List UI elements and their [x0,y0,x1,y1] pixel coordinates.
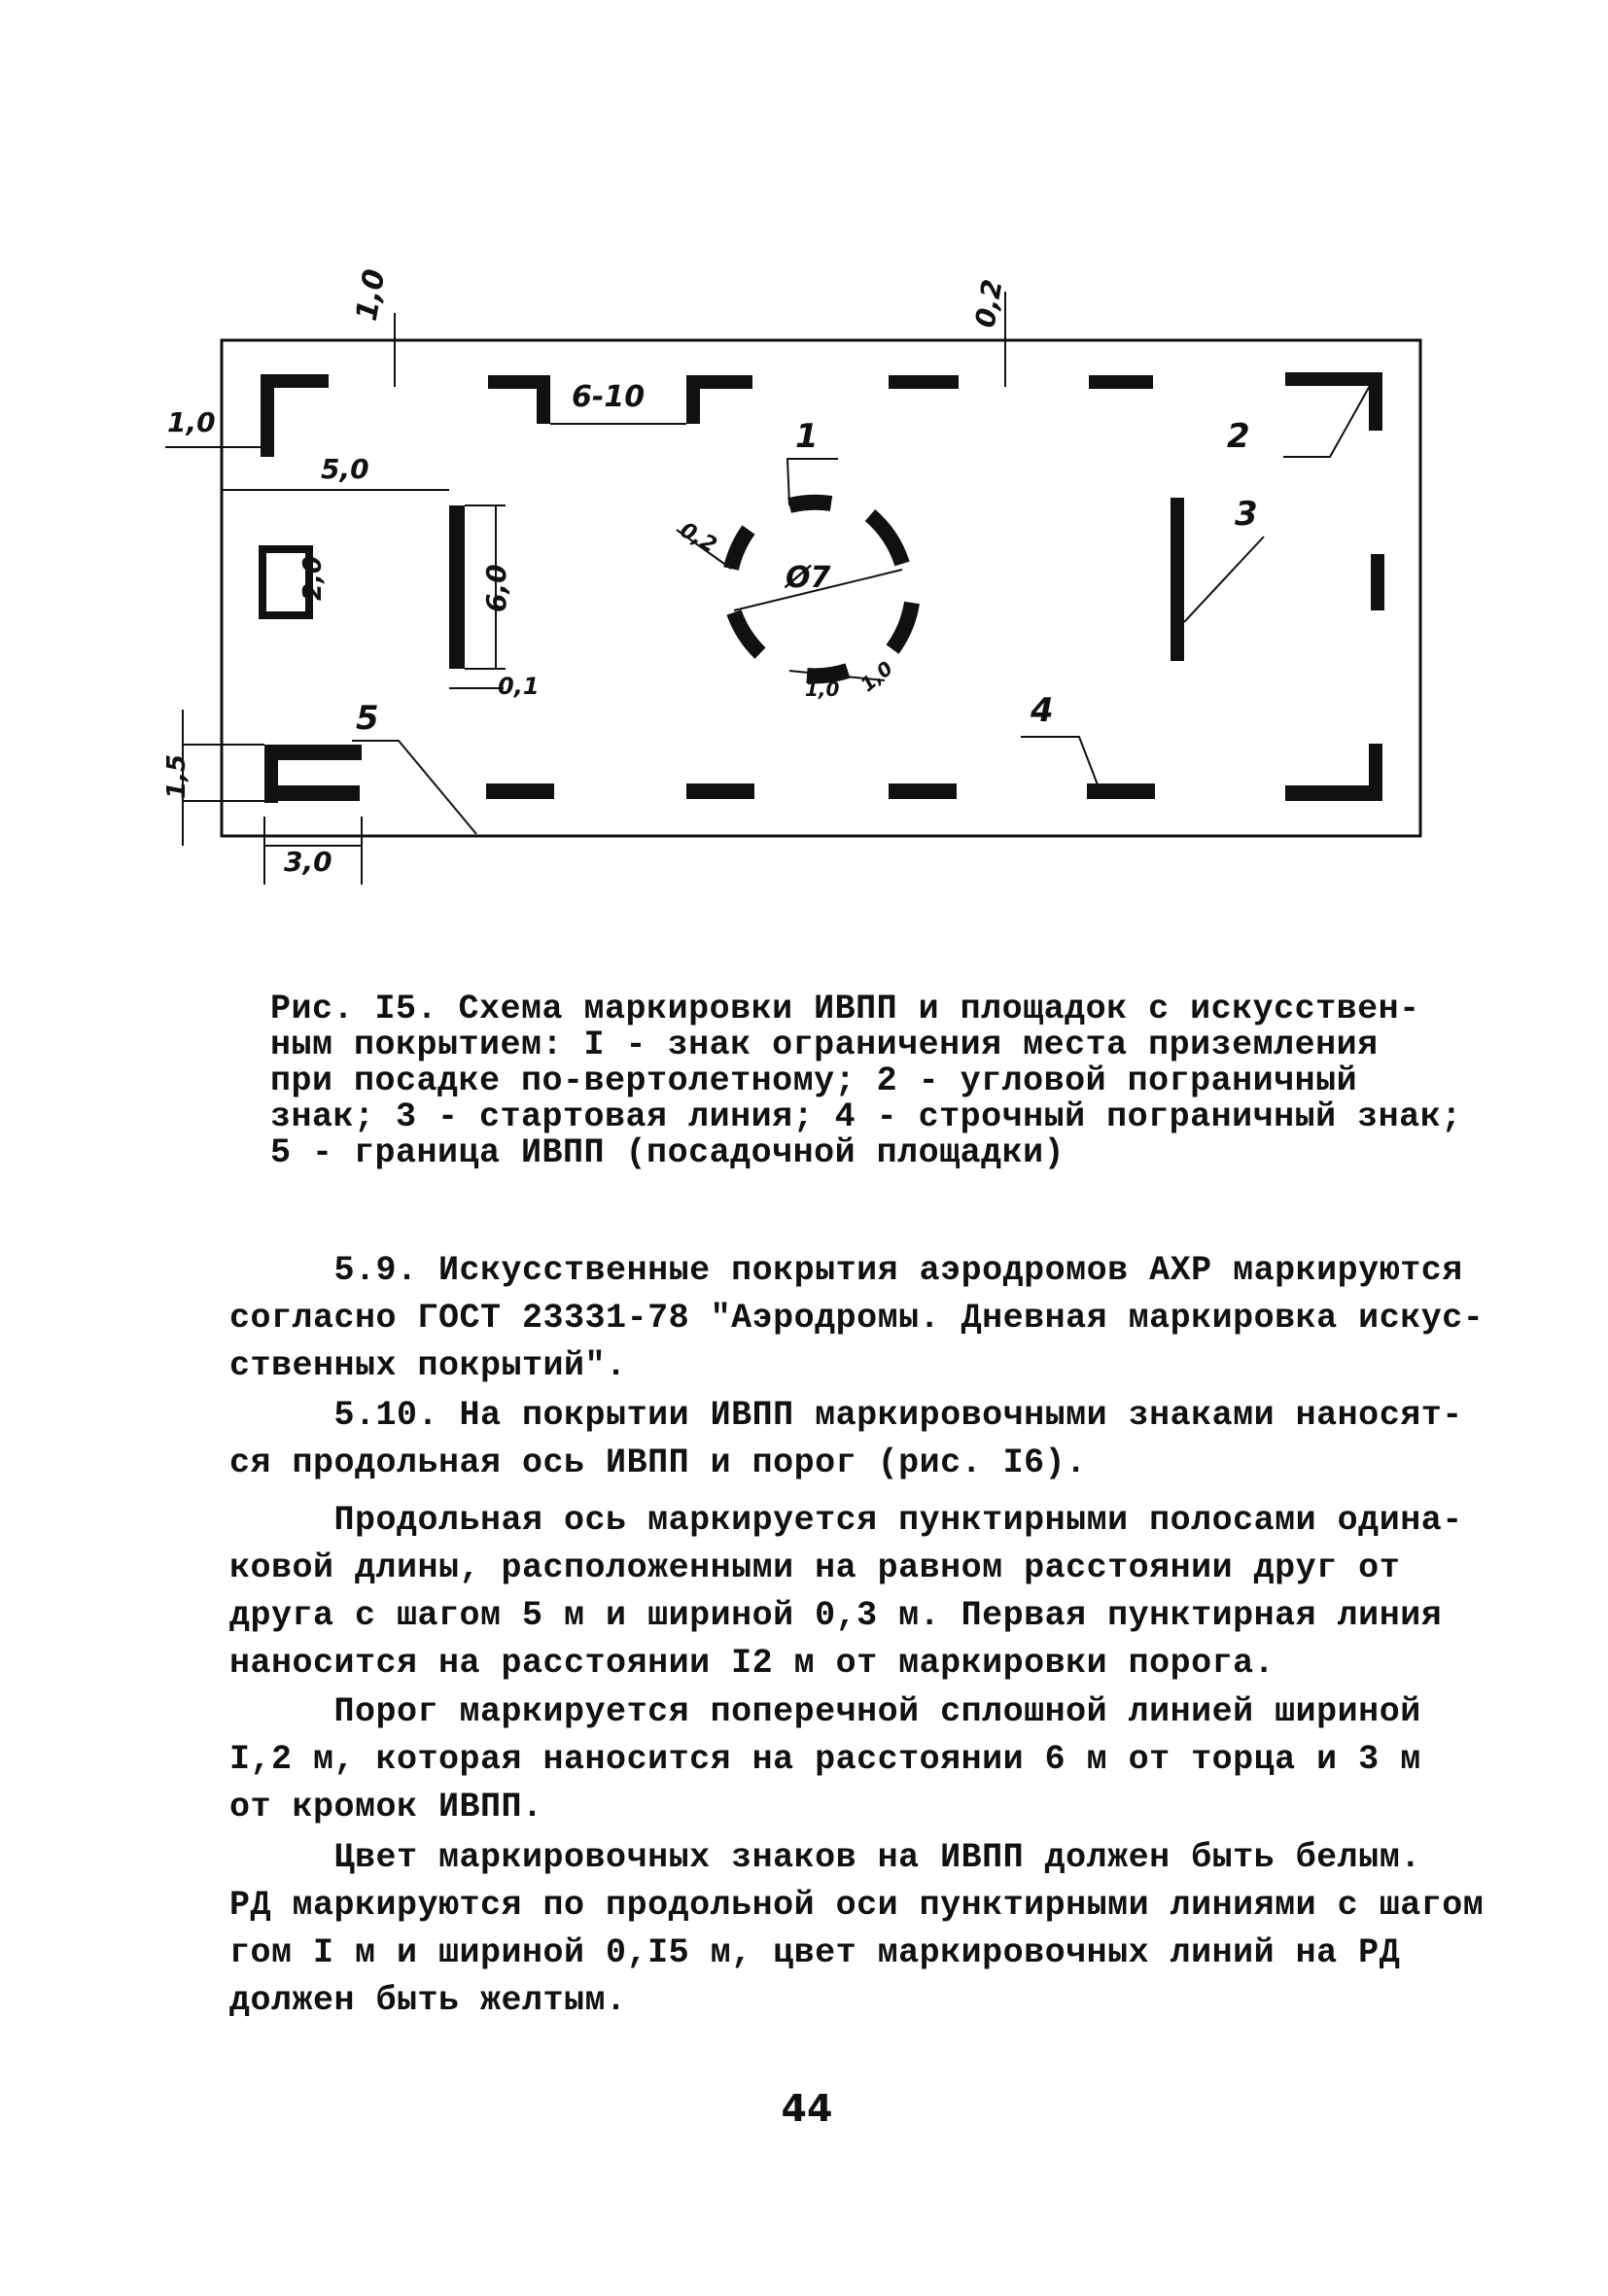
figure-label-3: 3 [1235,495,1258,534]
text-line: 5.9. Искусственные покрытия аэродромов АХР маркируются [229,1251,1463,1290]
text-line: должен быть желтым. [229,1981,627,2020]
paragraph-threshold [229,1688,1435,1831]
caption-line: ным покрытием: I - знак ограничения места приземления [270,1026,1379,1064]
figure-label-4: 4 [1031,691,1054,730]
figure-caption [270,990,1462,1172]
text-line: I,2 м, которая наносится на расстоянии 6 м от торца и 3 м [229,1740,1421,1779]
paragraph-colors [229,1834,1485,2025]
dim-ring-segment-width: 1,0 [856,656,897,697]
start-line-left [449,505,465,669]
text-line: ственных покрытий". [229,1346,627,1385]
text-line: РД маркируются по продольной оси пунктирными линиями с шагом [229,1886,1485,1925]
corner-marker-bottom-left-arm [264,785,360,801]
bottom-dash [889,783,957,799]
top-dash [686,375,700,424]
dim-dash-spacing: 6-10 [572,380,646,414]
dim-corner-height: 1,5 [162,753,192,799]
dim-corner-width: 3,0 [284,846,332,878]
text-line: Продольная ось маркируется пунктирными полосами одина- [229,1501,1463,1540]
figure-label-5: 5 [356,699,379,738]
dim-square-size: 2,0 [298,555,328,601]
page-number: 44 [781,2087,833,2130]
text-line: гом I м и шириной 0,I5 м, цвет маркировочных линий на РД [229,1933,1401,1972]
paragraph-centerline [229,1497,1463,1687]
paragraph-5-9 [229,1247,1485,1390]
figure-label-2: 2 [1227,417,1250,456]
text-line: наносится на расстоянии I2 м от маркировки порога. [229,1644,1276,1683]
corner-marker-bottom-right [1285,744,1382,801]
dim-start-line-length: 6,0 [480,564,512,612]
text-line: 5.10. На покрытии ИВПП маркировочными знаками наносят- [229,1396,1463,1435]
top-dash [537,375,550,424]
right-dash [1371,554,1384,610]
dim-side-offset: 1,0 [167,406,216,438]
dim-ring-segment-length: 1,0 [805,678,840,701]
figure-label-1: 1 [795,417,819,456]
bottom-dash [686,783,754,799]
paragraph-5-10 [229,1392,1463,1487]
dim-edge-offset: 0,2 [968,276,1009,330]
caption-line: 5 - граница ИВПП (посадочной площадки) [270,1133,1066,1172]
caption-line: Рис. I5. Схема маркировки ИВПП и площадок с искусствен- [270,990,1420,1028]
corner-marker-top-left [261,374,329,457]
dim-corner-arm: 5,0 [321,453,369,485]
caption-line: при посадке по-вертолетному; 2 - угловой пограничный [270,1061,1358,1100]
text-line: Цвет маркировочных знаков на ИВПП должен быть белым. [229,1838,1421,1877]
dim-top-offset: 1,0 [349,266,393,324]
top-dash [889,375,959,389]
text-line: от кромок ИВПП. [229,1788,543,1826]
corner-marker-top-right [1285,372,1382,431]
figure-15-marking-scheme [0,0,1608,933]
dim-ring-width: 0,2 [676,517,721,559]
text-line: Порог маркируется поперечной сплошной линией шириной [229,1692,1421,1731]
text-line: друга с шагом 5 м и шириной 0,3 м. Первая пунктирная линия [229,1596,1443,1635]
start-line [1171,498,1184,661]
bottom-dash [486,783,554,799]
text-line: согласно ГОСТ 23331-78 "Аэродромы. Дневная маркировка искус- [229,1299,1485,1338]
dim-start-line-width: 0,1 [498,673,540,700]
dim-ring-diameter: Ø7 [786,561,831,595]
caption-line: знак; 3 - стартовая линия; 4 - строчный пограничный знак; [270,1097,1462,1136]
top-dash [1089,375,1153,389]
text-line: ся продольная ось ИВПП и порог (рис. I6). [229,1444,1087,1482]
text-line: ковой длины, расположенными на равном расстоянии друг от [229,1548,1401,1587]
